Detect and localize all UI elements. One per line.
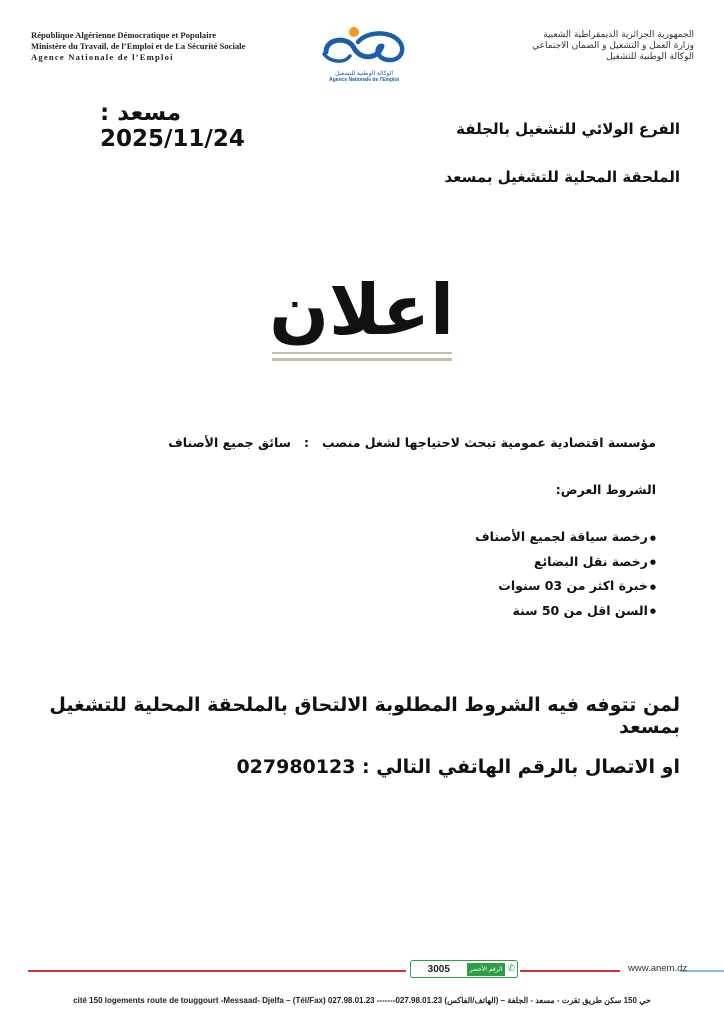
announcement-title: اعلان bbox=[269, 269, 454, 351]
condition-item: ● السن اقل من 50 سنة bbox=[356, 599, 656, 624]
condition-item: ● خبرة اكثر من 03 سنوات bbox=[356, 574, 656, 599]
condition-item: ● رخصة سياقة لجميع الأصناف bbox=[356, 525, 656, 550]
anem-logo bbox=[318, 24, 410, 83]
phone-icon: ✆ bbox=[507, 964, 515, 974]
call-to-action: لمن تتوفه فيه الشروط المطلوبة الالتحاق بالملحقة المحلية للتشغيل بمسعد bbox=[49, 694, 680, 738]
title-underline bbox=[272, 358, 452, 361]
header-ar-line: الجمهورية الجزائرية الديمقراطية الشعبية bbox=[543, 30, 694, 40]
phone-line: او الاتصال بالرقم الهاتفي التالي : 027980123 bbox=[236, 756, 680, 778]
header-french bbox=[31, 30, 321, 63]
logo-french: Agence Nationale de l'Emploi bbox=[329, 77, 399, 83]
green-label: الرقم الأخضر bbox=[467, 963, 506, 976]
header-ar-line: وزارة العمل و التشغيل و الضمان الاجتماعي bbox=[532, 41, 694, 51]
title-underline bbox=[272, 352, 452, 354]
header-fr-line: République Algérienne Démocratique et Populaire bbox=[31, 30, 217, 40]
anem-logo-icon bbox=[318, 24, 410, 68]
header-arabic bbox=[414, 30, 694, 63]
footer-rule-left bbox=[28, 970, 406, 972]
conditions-list bbox=[356, 525, 656, 623]
job-intro: مؤسسة اقتصادية عمومية تبحث لاحتياجها لشغل منصب : سائق جميع الأصناف bbox=[168, 435, 656, 450]
branch-line: الفرع الولائي للتشغيل بالجلفة bbox=[456, 120, 680, 138]
green-number-badge bbox=[410, 960, 518, 978]
logo-arabic: الوكالة الوطنية للتشغيل bbox=[334, 71, 394, 77]
website: www.anem.dz bbox=[628, 963, 688, 974]
place-date: مسعد : 2025/11/24 bbox=[100, 100, 245, 152]
header-fr-line: Ministère du Travail, de l’Emploi et de La Sécurité Sociale bbox=[31, 41, 246, 51]
footer-rule-mid bbox=[520, 970, 620, 972]
conditions-heading: الشروط العرض: bbox=[555, 482, 656, 497]
header-fr-line: Agence Nationale de l’Emploi bbox=[31, 52, 174, 62]
condition-item: ● رخصة نقل البضائع bbox=[356, 550, 656, 575]
annex-line: الملحقة المحلية للتشغيل بمسعد bbox=[444, 168, 680, 186]
header-ar-line: الوكالة الوطنية للتشغيل bbox=[606, 52, 694, 62]
green-number: 3005 bbox=[427, 963, 450, 975]
footer-address: cité 150 logements route de touggourt -Messaad- Djelfa – (Tél/Fax) 027.98.01.23 -------027.98.01.23 (الهاتف/الفاكس) – حي 150 سكن طريق تقرت - مسعد - الجلفة bbox=[73, 996, 651, 1005]
